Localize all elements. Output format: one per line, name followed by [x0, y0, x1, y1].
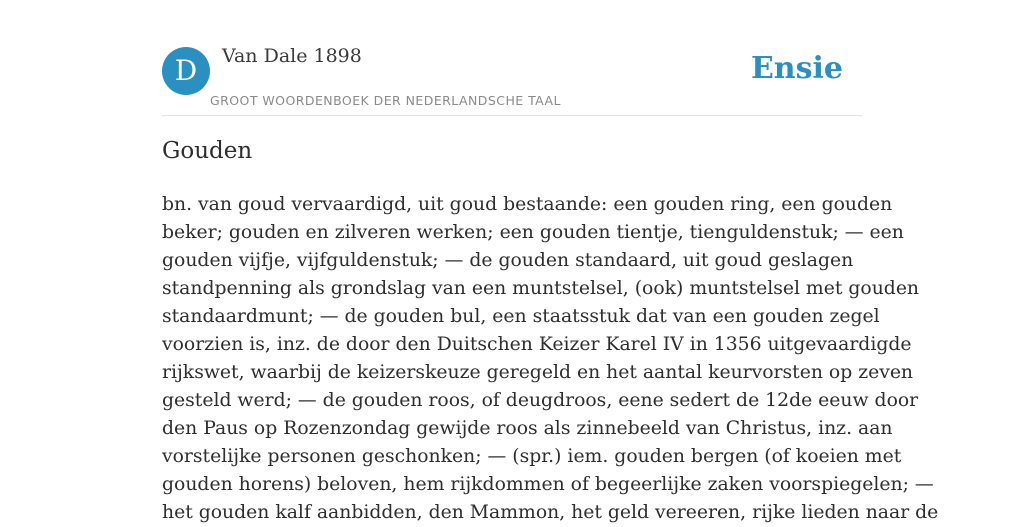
- definition-line: standaardmunt; — de gouden bul, een staatsstuk dat van een gouden zegel: [162, 306, 880, 327]
- definition-line: vorstelijke personen geschonken; — (spr.) iem. gouden bergen (of koeien met: [162, 446, 902, 467]
- dictionary-subtitle: GROOT WOORDENBOEK DER NEDERLANDSCHE TAAL: [210, 93, 561, 108]
- definition-line: rijkswet, waarbij de keizerskeuze geregeld en het aantal keurvorsten op zeven: [162, 362, 914, 383]
- definition-line: het gouden kalf aanbidden, den Mammon, het geld vereeren, rijke lieden naar de: [162, 502, 939, 523]
- brand-logo[interactable]: Ensie: [750, 51, 843, 86]
- definition-line: beker; gouden en zilveren werken; een gouden tientje, tienguldenstuk; — een: [162, 222, 904, 243]
- definition-line: voorzien is, inz. de door den Duitschen Keizer Karel IV in 1356 uitgevaardigde: [162, 334, 912, 355]
- dictionary-name[interactable]: Van Dale 1898: [222, 45, 362, 67]
- definition-line: gouden horens) beloven, hem rijkdommen of begeerlijke zaken voorspiegelen; —: [162, 474, 934, 495]
- definition-line: gesteld werd; — de gouden roos, of deugdroos, eene sedert de 12de eeuw door: [162, 390, 919, 411]
- definition-line: standpenning als grondslag van een muntstelsel, (ook) muntstelsel met gouden: [162, 278, 920, 299]
- dictionary-logo-badge[interactable]: D: [162, 47, 210, 95]
- dictionary-header: [162, 0, 862, 116]
- entry-page: [162, 0, 939, 523]
- definition-line: gouden vijfje, vijfguldenstuk; — de gouden standaard, uit goud geslagen: [162, 250, 854, 271]
- definition-line: bn. van goud vervaardigd, uit goud bestaande: een gouden ring, een gouden: [162, 194, 893, 215]
- entry-definition: [162, 191, 939, 527]
- definition-line: den Paus op Rozenzondag gewijde roos als zinnebeeld van Christus, inz. aan: [162, 418, 893, 439]
- entry-title: Gouden: [162, 138, 253, 164]
